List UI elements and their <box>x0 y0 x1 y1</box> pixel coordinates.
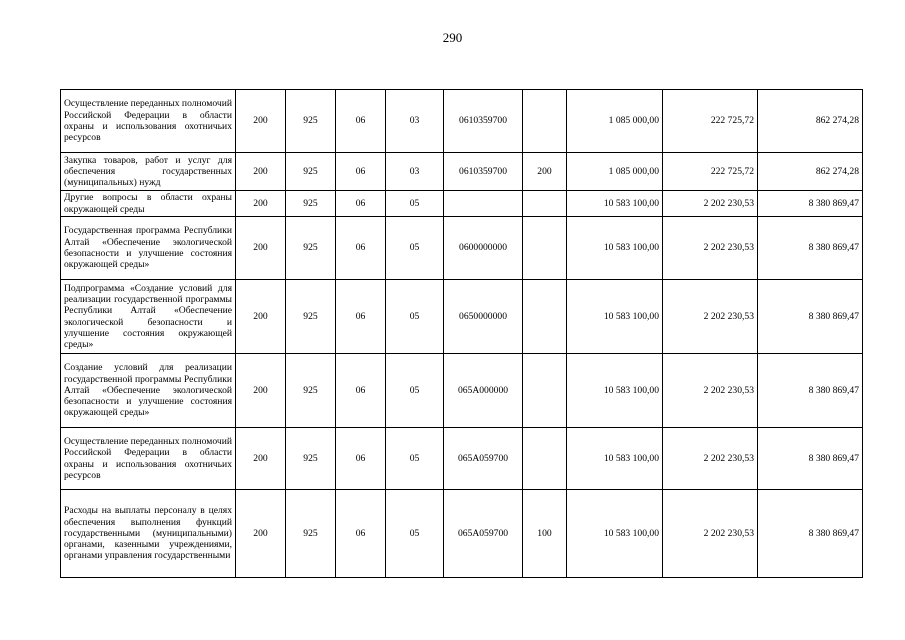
cell-c6 <box>523 280 567 354</box>
cell-c6 <box>523 217 567 280</box>
cell-v2: 2 202 230,53 <box>663 428 758 490</box>
table-row <box>61 428 863 490</box>
cell-c2: 925 <box>286 153 336 191</box>
cell-c2: 925 <box>286 280 336 354</box>
cell-c2: 925 <box>286 217 336 280</box>
cell-v2: 2 202 230,53 <box>663 191 758 217</box>
cell-c3: 06 <box>336 428 386 490</box>
row-name: Осуществление переданных полномочий Российской Федерации в области охраны и использования охотничьих ресурсов <box>61 428 236 490</box>
row-name: Создание условий для реализации государственной программы Республики Алтай «Обеспечение экологической безопасности и улучшение состояния окружающей среды» <box>61 354 236 428</box>
cell-c6 <box>523 90 567 153</box>
row-name: Расходы на выплаты персоналу в целях обеспечения выполнения функций государственными (муниципальными) органами, казенными учреждениями, органами управления государственными <box>61 490 236 578</box>
cell-v2: 2 202 230,53 <box>663 280 758 354</box>
table-row <box>61 354 863 428</box>
cell-c2: 925 <box>286 191 336 217</box>
cell-v3: 862 274,28 <box>758 90 863 153</box>
table-row <box>61 280 863 354</box>
cell-v3: 8 380 869,47 <box>758 490 863 578</box>
cell-v1: 10 583 100,00 <box>567 490 663 578</box>
cell-v1: 1 085 000,00 <box>567 153 663 191</box>
table-row <box>61 90 863 153</box>
table-body <box>61 90 863 578</box>
cell-c1: 200 <box>236 354 286 428</box>
cell-c2: 925 <box>286 90 336 153</box>
cell-c4: 03 <box>386 153 444 191</box>
cell-v2: 2 202 230,53 <box>663 490 758 578</box>
cell-v1: 1 085 000,00 <box>567 90 663 153</box>
table-row <box>61 217 863 280</box>
cell-c1: 200 <box>236 280 286 354</box>
row-name: Другие вопросы в области охраны окружающей среды <box>61 191 236 217</box>
cell-c3: 06 <box>336 354 386 428</box>
cell-c1: 200 <box>236 153 286 191</box>
table-row <box>61 490 863 578</box>
cell-c6 <box>523 428 567 490</box>
row-name: Подпрограмма «Создание условий для реализации государственной программы Республики Алтай «Обеспечение экологической безопасности и улучшение состояния окружающей среды» <box>61 280 236 354</box>
cell-c1: 200 <box>236 428 286 490</box>
cell-c3: 06 <box>336 191 386 217</box>
cell-c3: 06 <box>336 153 386 191</box>
cell-v2: 2 202 230,53 <box>663 217 758 280</box>
cell-c1: 200 <box>236 490 286 578</box>
cell-c3: 06 <box>336 280 386 354</box>
cell-c1: 200 <box>236 191 286 217</box>
cell-c5: 0610359700 <box>444 153 523 191</box>
table-row <box>61 191 863 217</box>
cell-c6 <box>523 191 567 217</box>
cell-v3: 8 380 869,47 <box>758 217 863 280</box>
cell-c4: 05 <box>386 217 444 280</box>
cell-c5: 065А000000 <box>444 354 523 428</box>
cell-v1: 10 583 100,00 <box>567 191 663 217</box>
cell-c5: 0650000000 <box>444 280 523 354</box>
cell-c1: 200 <box>236 90 286 153</box>
cell-v1: 10 583 100,00 <box>567 280 663 354</box>
row-name: Осуществление переданных полномочий Российской Федерации в области охраны и использования охотничьих ресурсов <box>61 90 236 153</box>
cell-c6: 100 <box>523 490 567 578</box>
cell-c4: 03 <box>386 90 444 153</box>
cell-v3: 8 380 869,47 <box>758 354 863 428</box>
cell-c4: 05 <box>386 428 444 490</box>
cell-v1: 10 583 100,00 <box>567 354 663 428</box>
cell-v3: 8 380 869,47 <box>758 191 863 217</box>
cell-v3: 8 380 869,47 <box>758 428 863 490</box>
cell-v2: 2 202 230,53 <box>663 354 758 428</box>
page-number: 290 <box>442 30 463 45</box>
cell-c5: 0610359700 <box>444 90 523 153</box>
cell-c3: 06 <box>336 490 386 578</box>
cell-c5: 065А059700 <box>444 490 523 578</box>
cell-c3: 06 <box>336 217 386 280</box>
cell-c4: 05 <box>386 191 444 217</box>
row-name: Закупка товаров, работ и услуг для обеспечения государственных (муниципальных) нужд <box>61 153 236 191</box>
cell-c5 <box>444 191 523 217</box>
cell-c5: 065А059700 <box>444 428 523 490</box>
cell-c4: 05 <box>386 490 444 578</box>
cell-c4: 05 <box>386 354 444 428</box>
cell-v2: 222 725,72 <box>663 90 758 153</box>
cell-c3: 06 <box>336 90 386 153</box>
cell-c6: 200 <box>523 153 567 191</box>
cell-c2: 925 <box>286 490 336 578</box>
table-row <box>61 153 863 191</box>
cell-c4: 05 <box>386 280 444 354</box>
row-name: Государственная программа Республики Алтай «Обеспечение экологической безопасности и улучшение состояния окружающей среды» <box>61 217 236 280</box>
cell-v3: 862 274,28 <box>758 153 863 191</box>
cell-v3: 8 380 869,47 <box>758 280 863 354</box>
cell-c5: 0600000000 <box>444 217 523 280</box>
cell-v1: 10 583 100,00 <box>567 428 663 490</box>
cell-c2: 925 <box>286 428 336 490</box>
cell-v1: 10 583 100,00 <box>567 217 663 280</box>
cell-c2: 925 <box>286 354 336 428</box>
budget-table <box>60 89 863 578</box>
cell-c6 <box>523 354 567 428</box>
cell-v2: 222 725,72 <box>663 153 758 191</box>
cell-c1: 200 <box>236 217 286 280</box>
